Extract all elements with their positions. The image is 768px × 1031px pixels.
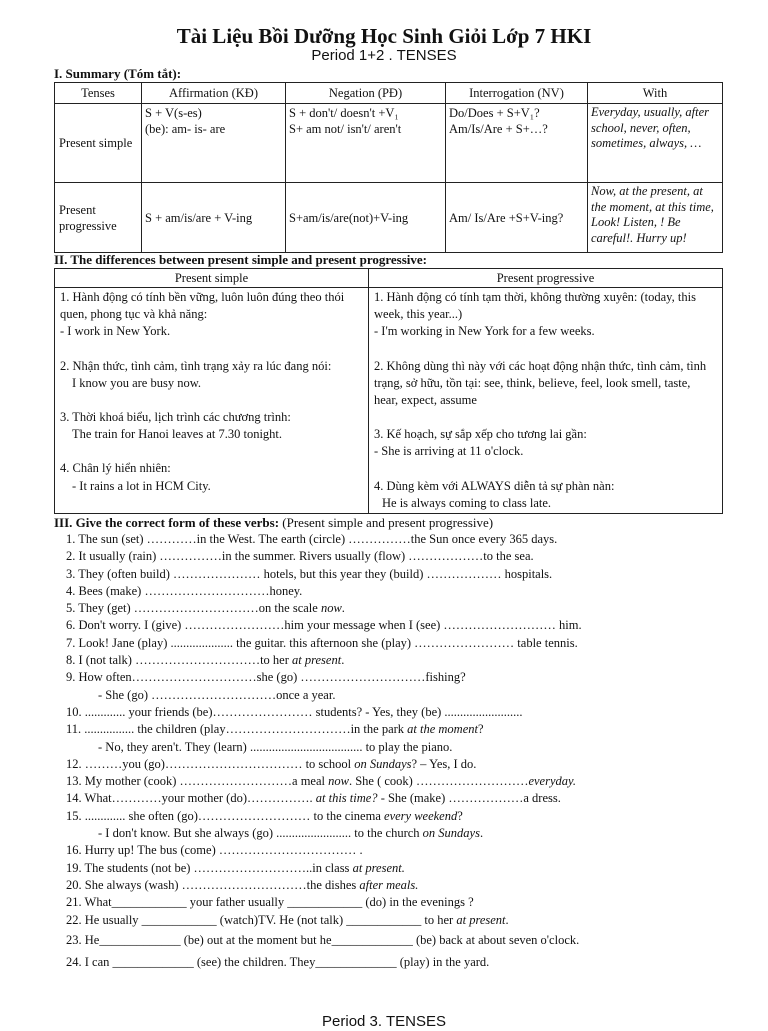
exercise-line: 15. ............. she often (go)……………………… to the cinema every weekend? (66, 808, 463, 823)
page-subtitle: Period 1+2 . TENSES (311, 47, 457, 64)
usage-example: - I'm working in New York for a few weeks. (374, 324, 595, 339)
present-progressive-column (369, 288, 723, 514)
page-title: Tài Liệu Bồi Dưỡng Học Sinh Giỏi Lớp 7 HKI (176, 24, 592, 48)
differences-body-row (55, 288, 723, 514)
cell-line: (be): am- is- are (145, 122, 226, 136)
tense-cell: Present simple (55, 104, 142, 183)
exercise-line: - She (go) …………………………once a year. (98, 687, 336, 702)
negation-cell (286, 104, 446, 183)
interrogation-cell (446, 104, 588, 183)
col-header: Present simple (55, 269, 369, 288)
exercise-line: 19. The students (not be) ………………………..in class at present. (66, 860, 405, 875)
exercise-line: - I don't know. But she always (go) ........................ to the church on Sundays. (98, 826, 484, 841)
col-header: Present progressive (369, 269, 723, 288)
usage-item: 1. Hành động có tính tạm thời, không thường xuyên: (today, this week, this year...) (374, 290, 696, 322)
exercise-line: 23. He_____________ (be) out at the moment but he_____________ (be) back at about seven o'clock. (66, 932, 580, 947)
summary-row-present-simple (55, 104, 723, 183)
exercise-heading: III. Give the correct form of these verbs: (Present simple and present progressive) (54, 515, 494, 530)
exercise-line: 10. ............. your friends (be)…………………… students? - Yes, they (be) ......................... (66, 704, 523, 719)
exercise-line: 14. What…………your mother (do)……………. at this time? - She (make) ………………a dress. (66, 791, 561, 806)
usage-example: The train for Hanoi leaves at 7.30 tonight. (72, 427, 283, 442)
affirmation-cell: S + am/is/are + V-ing (142, 183, 286, 253)
col-header: Tenses (55, 83, 142, 104)
summary-heading: I. Summary (Tóm tắt): (54, 66, 182, 81)
exercise-line: 8. I (not talk) …………………………to her at present. (66, 653, 345, 668)
exercise-line: 3. They (often build) ………………… hotels, but this year they (build) ……………… hospitals. (66, 566, 553, 581)
col-header: Interrogation (NV) (446, 83, 588, 104)
footer-heading: Period 3. TENSES (322, 1013, 446, 1030)
exercise-line: 11. ................ the children (play…………………………in the park at the moment? (66, 722, 484, 737)
negation-cell: S+am/is/are(not)+V-ing (286, 183, 446, 253)
exercise-line: 1. The sun (set) …………in the West. The earth (circle) ……………the Sun once every 365 days. (66, 532, 558, 546)
col-header: Negation (PĐ) (286, 83, 446, 104)
usage-item: 3. Kế hoạch, sự sắp xếp cho tương lai gần: (374, 427, 587, 442)
tense-cell: Present progressive (55, 183, 142, 253)
cell-line: Am/Is/Are + S+…? (449, 122, 548, 136)
cell-line: S + don't/ doesn't +V₁ (289, 106, 399, 120)
usage-example: I know you are busy now. (72, 375, 202, 390)
usage-example: He is always coming to class late. (382, 495, 552, 510)
usage-example: - It rains a lot in HCM City. (72, 478, 211, 493)
cell-line: S + V(s-es) (145, 106, 202, 120)
with-cell: Now, at the present, at the moment, at this time, Look! Listen, ! Be careful!. Hurry up! (588, 183, 723, 253)
cell-line: Do/Does + S+V₁? (449, 106, 540, 120)
exercise-line: 22. He usually ____________ (watch)TV. He (not talk) ____________ to her at present. (66, 912, 509, 927)
with-cell: Everyday, usually, after school, never, often, sometimes, always, … (588, 104, 723, 183)
usage-item: 4. Dùng kèm với ALWAYS diễn tả sự phàn nàn: (374, 478, 615, 493)
summary-row-present-progressive (55, 183, 723, 253)
usage-item: 2. Không dùng thì này với các hoạt động nhận thức, tình cảm, tình trạng, sở hữu, tồn tại: see, think, believe, feel, look smell, taste, hear, expect, assume (374, 358, 707, 408)
usage-item: 3. Thời khoá biểu, lịch trình các chương trình: (60, 410, 291, 425)
exercise-line: 2. It usually (rain) ……………in the summer. Rivers usually (flow) ………………to the sea. (66, 549, 534, 564)
exercise-line: 20. She always (wash) …………………………the dishes after meals. (66, 877, 419, 892)
summary-header-row (55, 83, 723, 104)
usage-example: - I work in New York. (60, 324, 171, 339)
usage-example: - She is arriving at 11 o'clock. (374, 444, 524, 459)
summary-table (54, 82, 723, 253)
exercise-line: 12. ………you (go)…………………………… to school on Sundays? – Yes, I do. (66, 756, 477, 771)
differences-heading: II. The differences between present simple and present progressive: (54, 252, 428, 267)
col-header: With (588, 83, 723, 104)
usage-item: 4. Chân lý hiển nhiên: (60, 461, 171, 476)
interrogation-cell: Am/ Is/Are +S+V-ing? (446, 183, 588, 253)
exercise-line: 7. Look! Jane (play) .................... the guitar. this afternoon she (play) …………………… table tennis. (66, 635, 578, 650)
exercise-line: 5. They (get) …………………………on the scale now. (66, 601, 345, 616)
exercise-line: 16. Hurry up! The bus (come) …………………………… . (66, 843, 363, 858)
exercise-line: 13. My mother (cook) ………………………a meal now. She ( cook) ………………………everyday. (66, 774, 576, 789)
exercise-line: 6. Don't worry. I (give) ……………………him your message when I (see) ……………………… him. (66, 618, 582, 633)
exercise-line: 9. How often…………………………she (go) …………………………fishing? (66, 670, 466, 685)
exercise-line: 24. I can _____________ (see) the children. They_____________ (play) in the yard. (66, 954, 490, 969)
col-header: Affirmation (KĐ) (142, 83, 286, 104)
exercise-line: 21. What____________ your father usually ____________ (do) in the evenings ? (66, 895, 474, 910)
exercise-list (66, 531, 726, 973)
present-simple-column (55, 288, 369, 514)
exercise-line: 4. Bees (make) …………………………honey. (66, 583, 303, 598)
affirmation-cell (142, 104, 286, 183)
differences-table (54, 268, 723, 514)
usage-item: 1. Hành động có tính bền vững, luôn luôn đúng theo thói quen, phong tục và khả năng: (60, 290, 345, 322)
differences-header-row (55, 269, 723, 288)
cell-line: S+ am not/ isn't/ aren't (289, 122, 402, 136)
usage-item: 2. Nhận thức, tình cảm, tình trạng xảy ra lúc đang nói: (60, 358, 332, 373)
exercise-line: - No, they aren't. They (learn) .................................... to play the piano. (98, 739, 453, 754)
